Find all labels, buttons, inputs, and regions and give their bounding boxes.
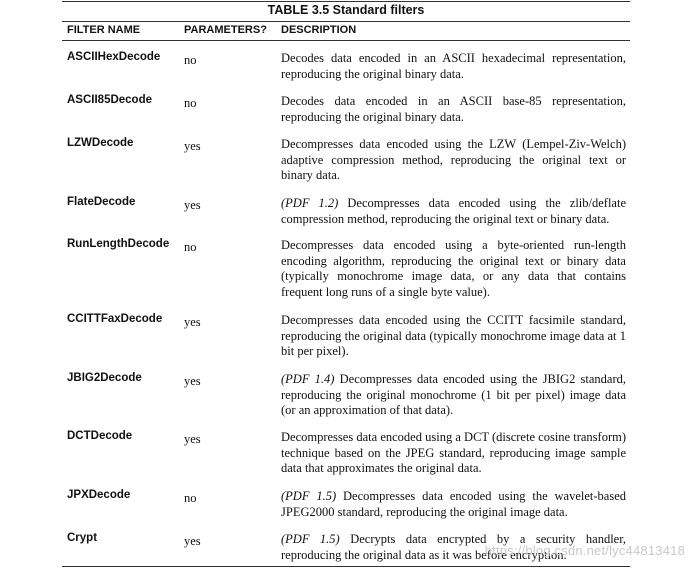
- description-text: Decompresses data encoded using the zlib/deflate compression method, reproducing the original text or binary data.: [281, 196, 627, 226]
- filter-description: [281, 238, 626, 300]
- filter-name: CCITTFaxDecode: [67, 313, 163, 325]
- pdf-version: (PDF 1.2): [281, 196, 339, 210]
- description-text: Decompresses data encoded using the wavelet-based JPEG2000 standard, reproducing the original image data.: [281, 489, 626, 519]
- filter-description: [281, 372, 626, 419]
- filter-description: [281, 137, 626, 184]
- description-text: Decompresses data encoded using the LZW (Lempel-Ziv-Welch) adaptive compression method, reproducing the original text or binary data.: [281, 137, 626, 183]
- table-title: TABLE 3.5 Standard filters: [267, 3, 425, 17]
- table-bottom-rule: [62, 566, 630, 567]
- description-text: Decodes data encoded in an ASCII hexadecimal representation, reproducing the original binary data.: [281, 51, 626, 81]
- pdf-version: (PDF 1.5): [281, 532, 340, 546]
- pdf-version: (PDF 1.4): [281, 372, 335, 386]
- filter-parameters: yes: [184, 374, 201, 388]
- filter-description: [281, 196, 626, 227]
- filter-name: LZWDecode: [67, 137, 134, 149]
- filter-description: [281, 313, 626, 360]
- table-top-rule: [62, 1, 630, 2]
- header-parameters: PARAMETERS?: [184, 24, 267, 36]
- filter-description: [281, 489, 626, 520]
- filter-parameters: yes: [184, 534, 201, 548]
- filter-description: [281, 51, 626, 82]
- filter-name: JPXDecode: [67, 489, 131, 501]
- filter-parameters: no: [184, 240, 197, 254]
- filter-name: DCTDecode: [67, 430, 133, 442]
- filter-name: FlateDecode: [67, 196, 136, 208]
- filter-parameters: no: [184, 53, 197, 67]
- description-text: Decodes data encoded in an ASCII base-85 representation, reproducing the original binary data.: [281, 94, 626, 124]
- filter-parameters: yes: [184, 315, 201, 329]
- title-rule: [62, 21, 630, 22]
- filter-name: ASCII85Decode: [67, 94, 153, 106]
- filter-name: ASCIIHexDecode: [67, 51, 161, 63]
- description-text: Decompresses data encoded using the CCITT facsimile standard, reproducing the original data (typically monochrome image data at 1 bit per pixel).: [281, 313, 626, 359]
- filter-parameters: no: [184, 96, 197, 110]
- filter-name: RunLengthDecode: [67, 238, 170, 250]
- header-filter-name: FILTER NAME: [67, 24, 141, 36]
- filter-name: JBIG2Decode: [67, 372, 142, 384]
- watermark: https://blog.csdn.net/lyc44813418: [484, 543, 685, 558]
- filter-parameters: yes: [184, 139, 201, 153]
- header-rule: [62, 40, 630, 41]
- description-text: Decompresses data encoded using a DCT (discrete cosine transform) technique based on the JPEG standard, reproducing image sample data that approximates the original data.: [281, 430, 626, 476]
- filter-parameters: no: [184, 491, 197, 505]
- filter-description: [281, 430, 626, 477]
- filter-description: [281, 94, 626, 125]
- filter-parameters: yes: [184, 198, 201, 212]
- header-description: DESCRIPTION: [281, 24, 357, 36]
- description-text: Decompresses data encoded using a byte-oriented run-length encoding algorithm, reproducing the original text or binary data (typically monochrome image data, or any data that contains frequent long runs of a single byte value).: [281, 238, 626, 299]
- description-text: Decompresses data encoded using the JBIG2 standard, reproducing the original monochrome (1 bit per pixel) image data (or an approximation of that data).: [281, 372, 626, 418]
- filter-name: Crypt: [67, 532, 98, 544]
- description-text: Decrypts data encrypted by a security handler, reproducing the original data as it was before encryption.: [281, 532, 627, 562]
- pdf-version: (PDF 1.5): [281, 489, 337, 503]
- filter-parameters: yes: [184, 432, 201, 446]
